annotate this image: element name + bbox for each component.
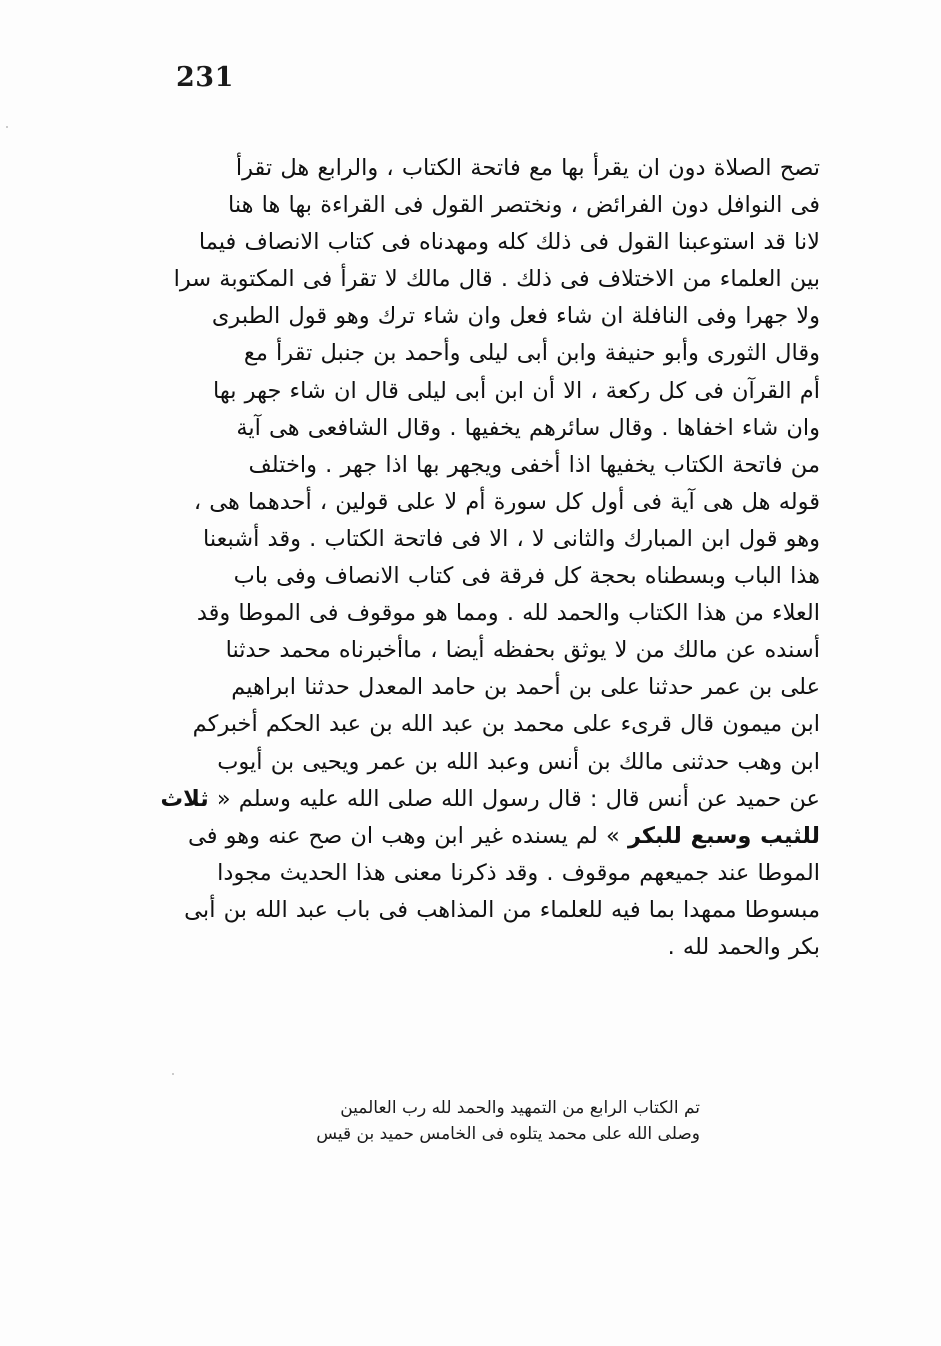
hadith-bold-text: للثيب وسبع للبكر [627, 822, 820, 849]
body-line: على بن عمر حدثنا على بن أحمد بن حامد المعدل حدثنا ابراهيم [231, 674, 820, 701]
body-text [140, 150, 820, 966]
scan-speck [172, 1073, 174, 1075]
body-line: تصح الصلاة دون ان يقرأ بها مع فاتحة الكتاب ، والرابع هل تقرأ [235, 155, 820, 181]
body-line: لانا قد استوعبنا القول فى ذلك كله ومهدناه فى كتاب الانصاف فيما [198, 229, 820, 256]
colophon [240, 1095, 700, 1147]
body-line-hadith: عن حميد عن أنس قال : قال رسول الله صلى الله عليه وسلم « ثلاث [160, 785, 820, 812]
body-line: العلاء من هذا الكتاب والحمد لله . ومما هو موقوف فى الموطا وقد [196, 600, 820, 627]
hadith-bold-text: ثلاث [160, 785, 209, 812]
body-line: أم القرآن فى كل ركعة ، الا أن ابن أبى ليلى قال ان شاء جهر بها [213, 377, 820, 404]
body-line: بين العلماء من الاختلاف فى ذلك . قال مالك لا تقرأ فى المكتوبة سرا [173, 266, 820, 293]
body-line: الموطا عند جميعهم موقوف . وقد ذكرنا معنى هذا الحديث مجودا [217, 859, 820, 886]
body-line: قوله هل هى آية فى أول كل سورة أم لا على قولين ، أحدهما هى ، [193, 488, 820, 515]
body-line: وهو قول ابن المبارك والثانى لا ، الا فى فاتحة الكتاب . وقد أشبعنا [203, 525, 820, 552]
body-line: ولا جهرا وفى النافلة ان شاء فعل وان شاء ترك وهو قول الطبرى [211, 303, 820, 330]
page-number: 231 [176, 62, 234, 93]
body-line: هذا الباب وبسطناه بحجة كل فرقة فى كتاب الانصاف وفى باب [233, 563, 820, 590]
body-line: من فاتحة الكتاب يخفيها اذا أخفى ويجهر بها اذا جهر . واختلف [248, 451, 820, 478]
scan-speck [6, 126, 8, 128]
body-line-last: بكر والحمد لله . [667, 933, 820, 960]
body-line: ابن ميمون قال قرىء على محمد بن عبد الله بن عبد الحكم أخبركم [192, 711, 820, 738]
body-line: فى النوافل دون الفرائض ، ونختصر القول فى القراءة بها ها هنا [228, 192, 820, 219]
body-line: وقال الثورى وأبو حنيفة وابن أبى ليلى وأحمد بن جنبل تقرأ مع [243, 340, 820, 367]
body-line: وان شاء اخفاها . وقال سائرهم يخفيها . وقال الشافعى هى آية [236, 414, 820, 441]
colophon-line: وصلى الله على محمد يتلوه فى الخامس حميد بن قيس [316, 1124, 700, 1144]
body-line-hadith-cont: للثيب وسبع للبكر » لم يسنده غير ابن وهب ان صح عنه وهو فى [187, 822, 820, 849]
colophon-line: تم الكتاب الرابع من التمهيد والحمد لله رب العالمين [340, 1098, 700, 1118]
body-line: أسنده عن مالك من لا يوثق بحفظه أيضا ، ماأخبرناه محمد حدثنا [225, 637, 820, 664]
body-line: مبسوطا ممهدا بما فيه للعلماء من المذاهب فى باب عبد الله بن أبى [184, 896, 820, 923]
body-line: ابن وهب حدثنى مالك بن أنس وعبد الله بن عمر ويحيى بن أيوب [217, 748, 820, 775]
